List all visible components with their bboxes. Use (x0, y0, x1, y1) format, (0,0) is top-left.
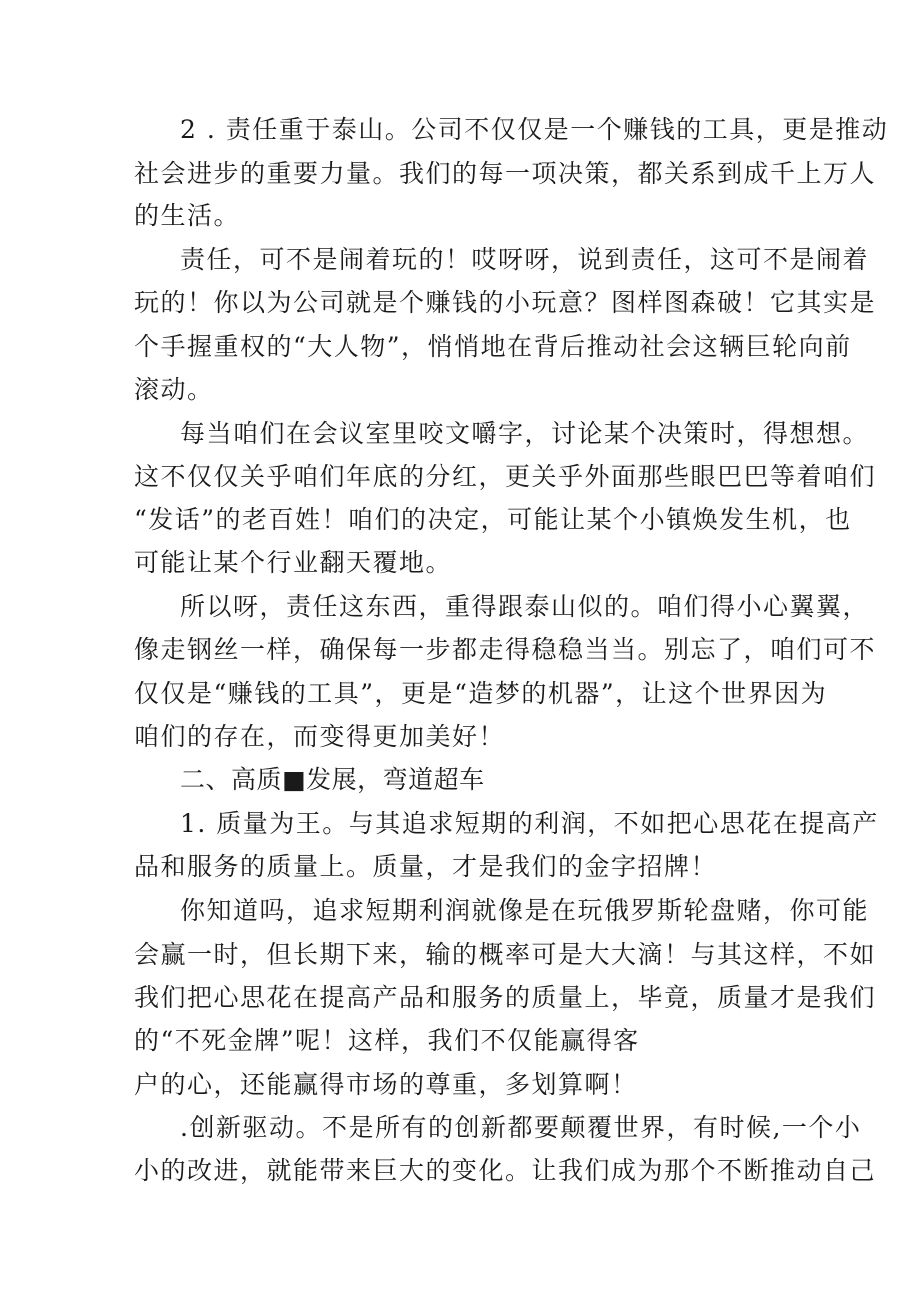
paragraph-line: 1. 质量为王。与其追求短期的利润，不如把心思花在提高产 (180, 809, 879, 838)
paragraph-line: 品和服务的质量上。质量，才是我们的金字招牌！ (134, 852, 718, 881)
paragraph-line: 户的心，还能赢得市场的尊重，多划算啊！ (134, 1070, 638, 1099)
paragraph-line: 玩的！你以为公司就是个赚钱的小玩意？图样图森破！它其实是 (134, 288, 877, 317)
paragraph-line: 2 . 责任重于泰山。公司不仅仅是一个赚钱的工具，更是推动 (180, 115, 889, 144)
paragraph-line: 的生活。 (134, 201, 241, 230)
paragraph-line: 你知道吗，追求短期利润就像是在玩俄罗斯轮盘赌，你可能 (180, 896, 870, 925)
paragraph-line: 的“不死金牌”呢！这样，我们不仅能赢得客 (134, 1026, 640, 1055)
paragraph-line: 这不仅仅关乎咱们年底的分红，更关乎外面那些眼巴巴等着咱们 (134, 462, 877, 491)
paragraph-line: 仅仅是“赚钱的工具”，更是“造梦的机器”，让这个世界因为 (134, 679, 828, 708)
paragraph-line: 责任，可不是闹着玩的！哎呀呀，说到责任，这可不是闹着 (180, 245, 870, 274)
paragraph-line: .创新驱动。不是所有的创新都要颠覆世界，有时候,一个小 (180, 1113, 862, 1142)
paragraph-line: 会赢一时，但长期下来，输的概率可是大大滴！与其这样，不如 (134, 940, 877, 969)
paragraph-line: 可能让某个行业翻天覆地。 (134, 548, 453, 577)
paragraph-line: “发话”的老百姓！咱们的决定，可能让某个小镇焕发生机，也 (134, 505, 852, 534)
paragraph-line: 滚动。 (134, 375, 214, 404)
paragraph-line: 每当咱们在会议室里咬文嚼字，讨论某个决策时，得想想。 (180, 419, 870, 448)
paragraph-line: 个手握重权的“大人物”，悄悄地在背后推动社会这辆巨轮向前 (134, 332, 852, 361)
paragraph-line: 社会进步的重要力量。我们的每一项决策，都关系到成千上万人 (134, 159, 877, 188)
paragraph-line: 所以呀，责任这东西，重得跟泰山似的。咱们得小心翼翼， (180, 592, 870, 621)
paragraph-line: 小的改进，就能带来巨大的变化。让我们成为那个不断推动自己 (134, 1156, 877, 1185)
paragraph-line: 我们把心思花在提高产品和服务的质量上，毕竟，质量才是我们 (134, 983, 877, 1012)
paragraph-line: 像走钢丝一样，确保每一步都走得稳稳当当。别忘了，咱们可不 (134, 635, 877, 664)
section-heading: 二、高质■发展，弯道超车 (180, 765, 485, 794)
paragraph-line: 咱们的存在，而变得更加美好！ (134, 722, 506, 751)
